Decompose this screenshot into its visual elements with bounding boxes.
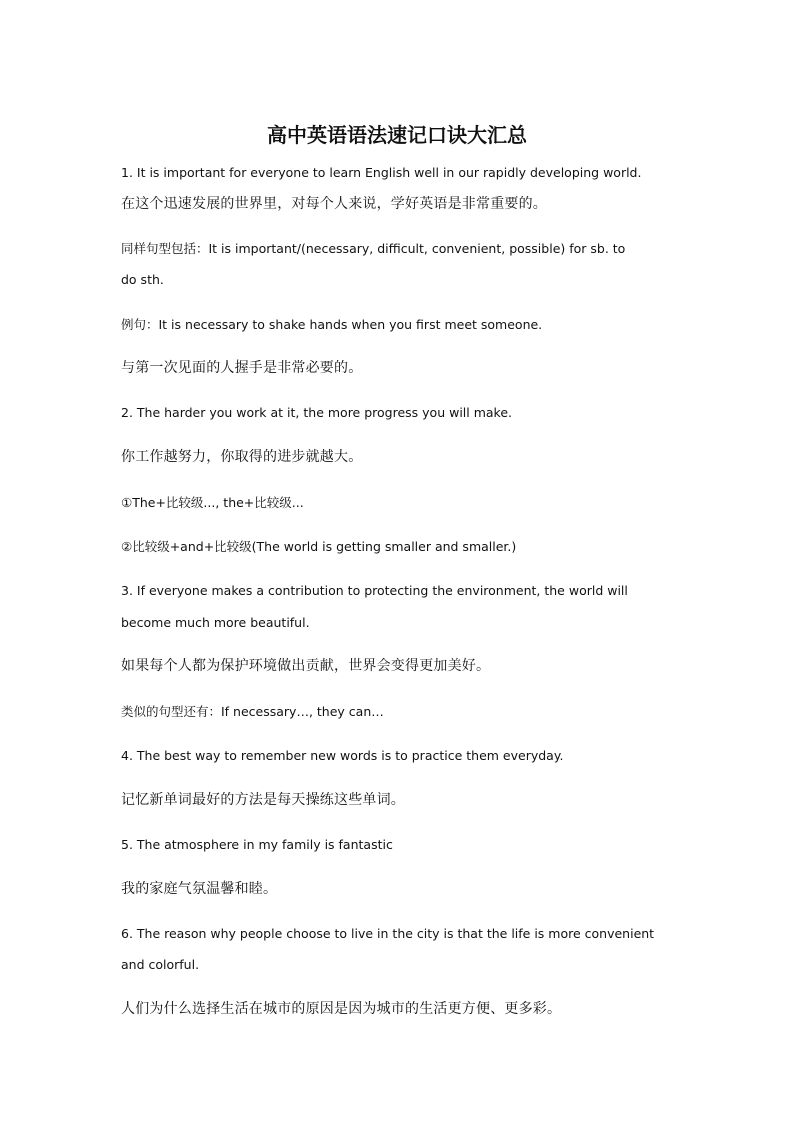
document-title: 高中英语语法速记口诀大汇总 <box>267 123 527 147</box>
sentence-4-chinese: 记忆新单词最好的方法是每天操练这些单词。 <box>121 792 405 808</box>
sentence-1-english: 1. It is important for everyone to learn English well in our rapidly developing world. <box>121 165 642 180</box>
sentence-3-chinese: 如果每个人都为保护环境做出贡献，世界会变得更加美好。 <box>121 658 491 674</box>
similar-pattern-note: 类似的句型还有：If necessary…, they can… <box>121 704 384 719</box>
sentence-2-chinese: 你工作越努力，你取得的进步就越大。 <box>121 449 363 465</box>
sentence-3-english-line-2: become much more beautiful. <box>121 615 310 630</box>
sentence-6-chinese: 人们为什么选择生活在城市的原因是因为城市的生活更方便、更多彩。 <box>121 1001 562 1017</box>
example-translation-1: 与第一次见面的人握手是非常必要的。 <box>121 360 363 376</box>
pattern-note-1-line-2: do sth. <box>121 272 164 287</box>
sentence-2-pattern-2: ②比较级+and+比较级(The world is getting smaller and smaller.) <box>121 539 517 554</box>
sentence-2-pattern-1: ①The+比较级..., the+比较级... <box>121 495 304 510</box>
sentence-2-english: 2. The harder you work at it, the more progress you will make. <box>121 405 513 420</box>
sentence-4-english: 4. The best way to remember new words is to practice them everyday. <box>121 748 564 763</box>
sentence-5-english: 5. The atmosphere in my family is fantastic <box>121 837 393 852</box>
sentence-3-english-line-1: 3. If everyone makes a contribution to protecting the environment, the world will <box>121 583 628 598</box>
sentence-5-chinese: 我的家庭气氛温馨和睦。 <box>121 881 278 897</box>
sentence-1-chinese: 在这个迅速发展的世界里，对每个人来说，学好英语是非常重要的。 <box>121 196 547 212</box>
pattern-note-1-line-1: 同样句型包括：It is important/(necessary, difficult, convenient, possible) for sb. to <box>121 241 626 256</box>
example-sentence-1: 例句：It is necessary to shake hands when you first meet someone. <box>121 317 543 332</box>
sentence-6-english-line-2: and colorful. <box>121 957 200 972</box>
sentence-6-english-line-1: 6. The reason why people choose to live in the city is that the life is more convenient <box>121 926 655 941</box>
